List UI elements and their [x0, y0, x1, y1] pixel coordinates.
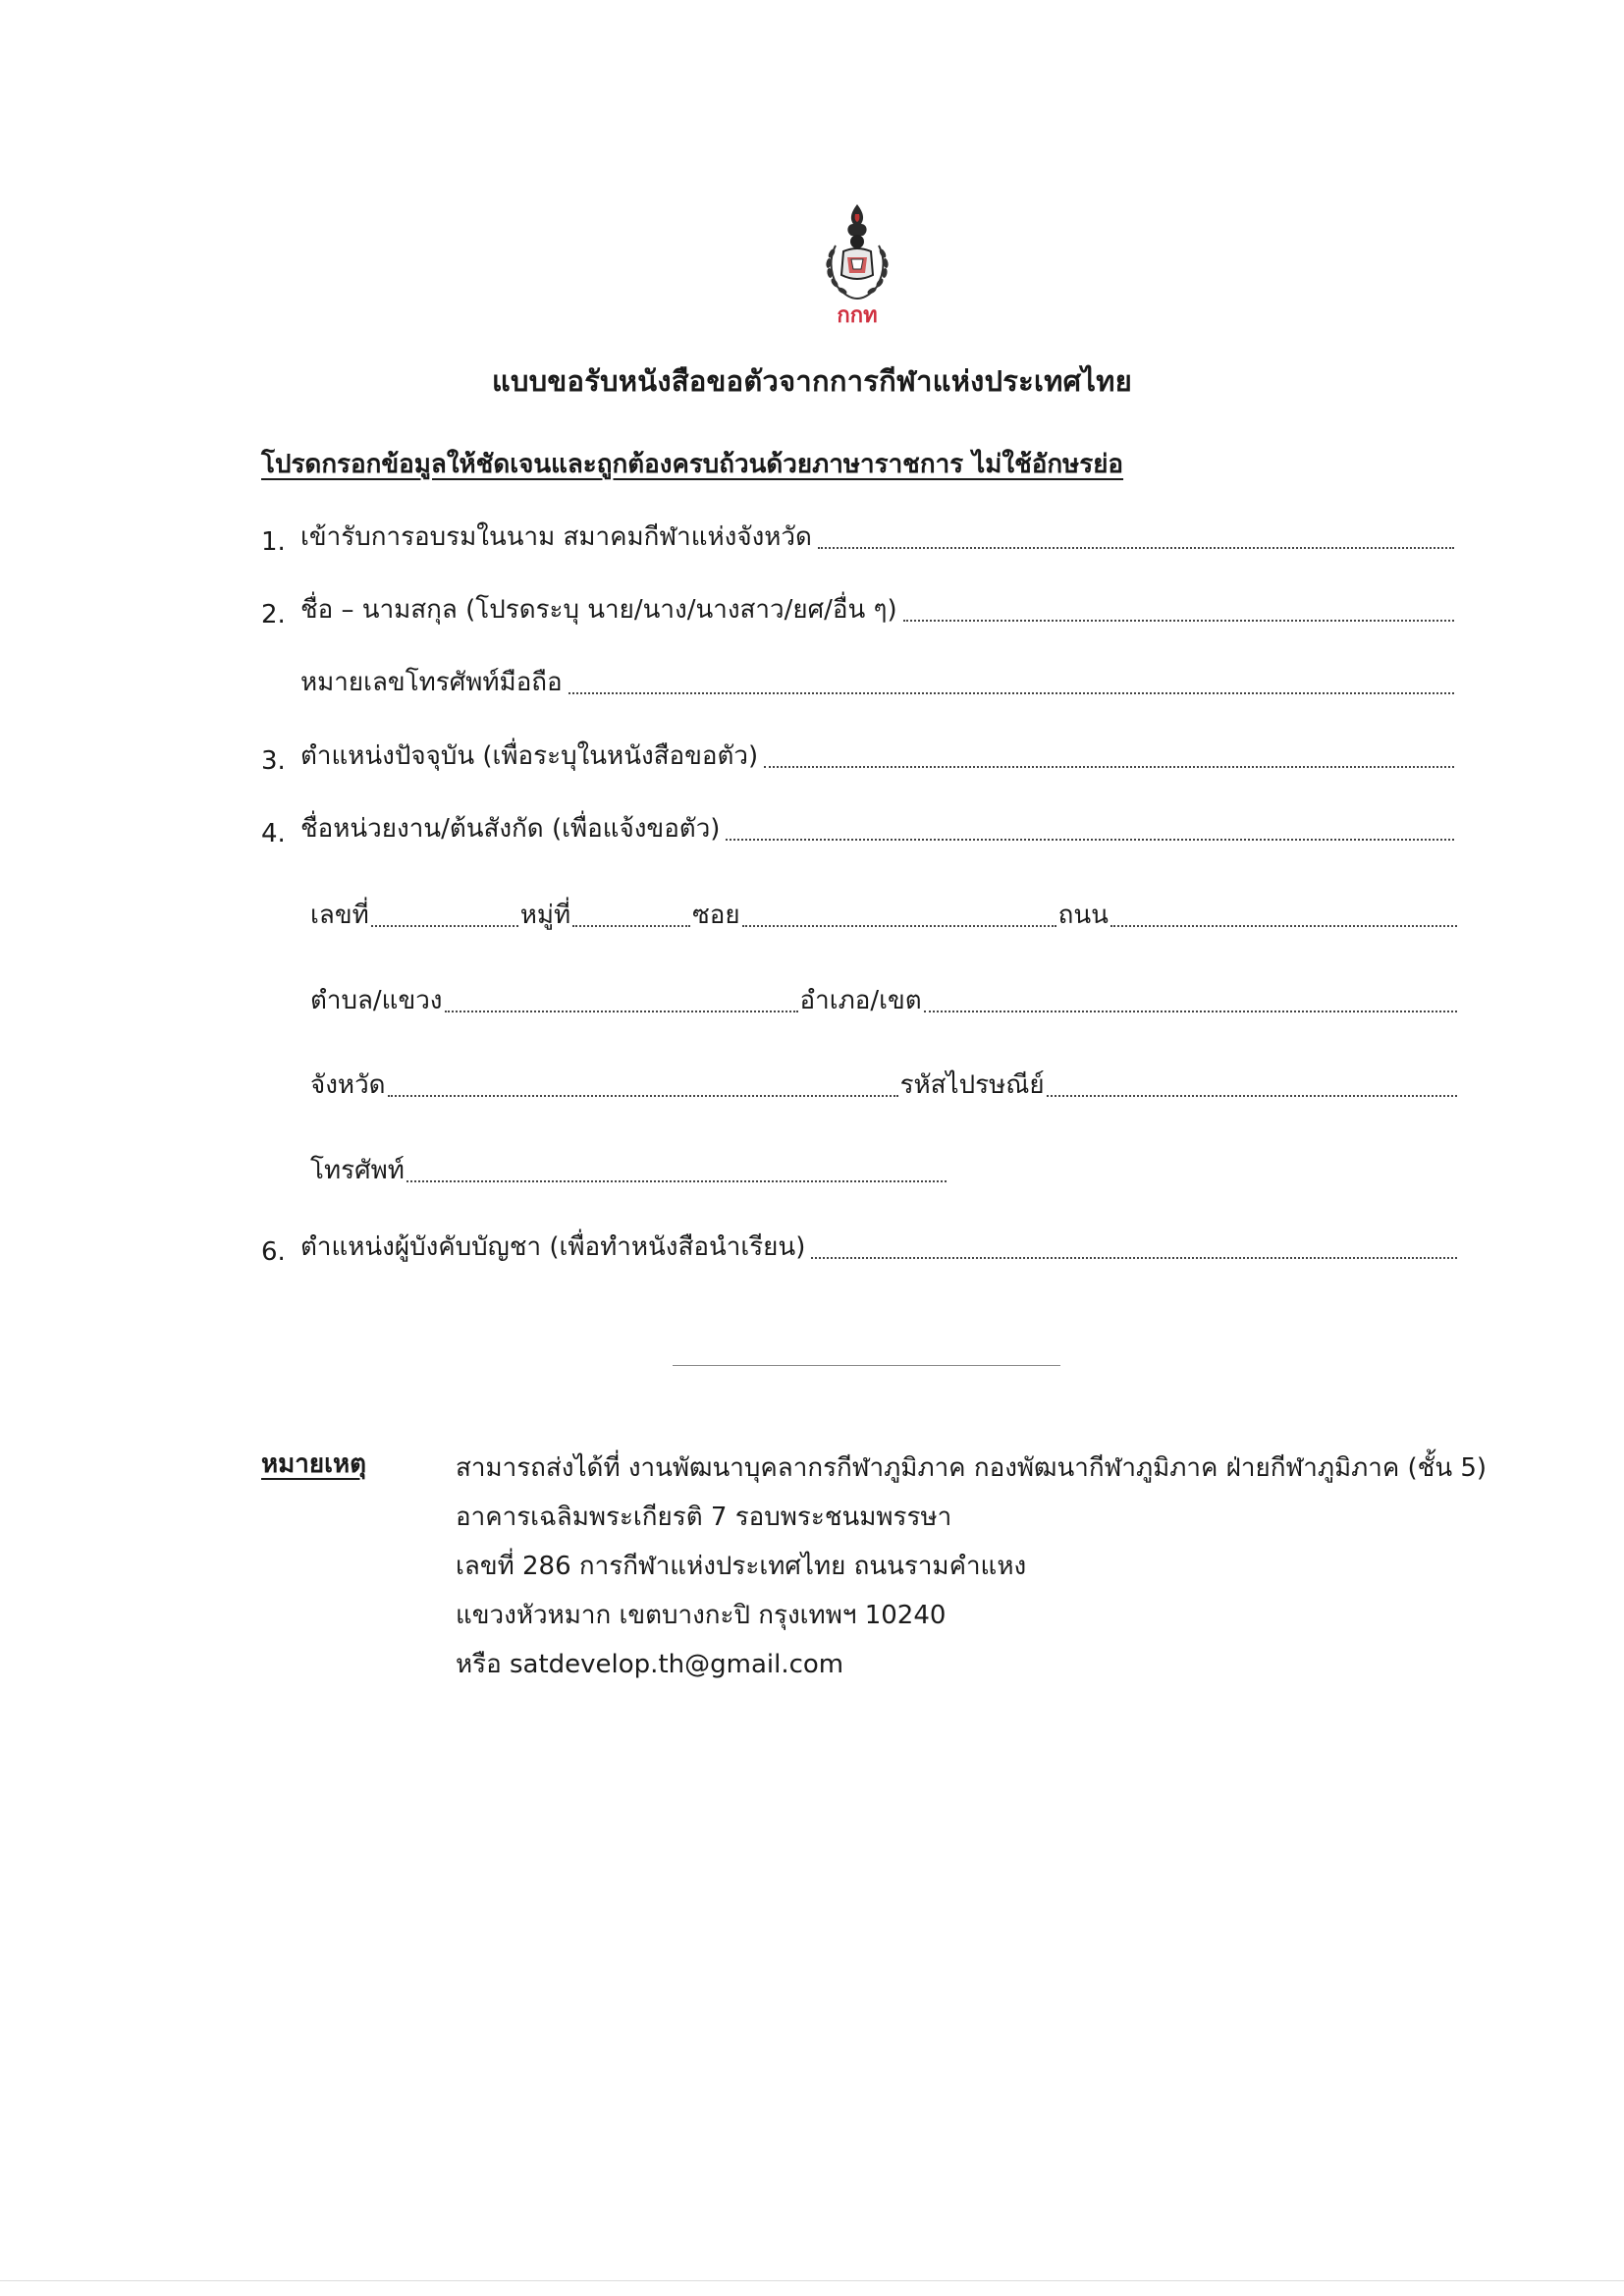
- page-title: แบบขอรับหนังสือขอตัวจากการกีฬาแห่งประเทศไทย: [492, 364, 1132, 398]
- postcode-field[interactable]: [1047, 1094, 1457, 1097]
- note-address-block: [456, 1444, 1487, 1689]
- house-no-label: เลขที่: [310, 901, 369, 930]
- item-number: 3.: [261, 746, 286, 776]
- note-email-line[interactable]: หรือ satdevelop.th@gmail.com: [456, 1650, 844, 1679]
- item-number: 2.: [261, 600, 286, 629]
- phone-label: โทรศัพท์: [310, 1156, 405, 1185]
- province-field[interactable]: [388, 1094, 898, 1097]
- postcode-label: รหัสไปรษณีย์: [899, 1070, 1045, 1100]
- instruction-text: โปรดกรอกข้อมูลให้ชัดเจนและถูกต้องครบถ้วนด้วยภาษาราชการ ไม่ใช้อักษรย่อ: [261, 450, 1124, 479]
- position-label: ตำแหน่งปัจจุบัน (เพื่อระบุในหนังสือขอตัว): [300, 741, 759, 771]
- province-label: จังหวัด: [310, 1070, 386, 1100]
- organization-label: ชื่อหน่วยงาน/ต้นสังกัด (เพื่อแจ้งขอตัว): [300, 814, 721, 844]
- field-row-fullname: [261, 590, 1454, 629]
- note-line: อาคารเฉลิมพระเกียรติ 7 รอบพระชนมพรรษา: [456, 1503, 952, 1532]
- note-label: หมายเหตุ: [261, 1449, 367, 1479]
- supervisor-label: ตำแหน่งผู้บังคับบัญชา (เพื่อทำหนังสือนำเรียน): [300, 1232, 806, 1262]
- note-line: สามารถส่งได้ที่ งานพัฒนาบุคลากรกีฬาภูมิภาค กองพัฒนากีฬาภูมิภาค ฝ่ายกีฬาภูมิภาค (ชั้น 5): [456, 1453, 1488, 1483]
- moo-field[interactable]: [572, 924, 690, 927]
- field-row-association: [261, 518, 1454, 557]
- note-line: แขวงหัวหมาก เขตบางกะปิ กรุงเทพฯ 10240: [456, 1601, 947, 1630]
- item-number: 1.: [261, 527, 286, 557]
- house-no-field[interactable]: [371, 924, 518, 927]
- phone-field[interactable]: [406, 1179, 947, 1182]
- item-number: 4.: [261, 819, 286, 848]
- address-row-1: [308, 896, 1457, 935]
- field-row-position: [261, 737, 1454, 776]
- district-label: อำเภอ/เขต: [799, 986, 922, 1015]
- mobile-label: หมายเลขโทรศัพท์มือถือ: [300, 668, 563, 697]
- sat-emblem-icon: [808, 196, 906, 334]
- svg-text:กกท: กกท: [837, 303, 878, 328]
- soi-label: ซอย: [692, 901, 740, 930]
- page-edge-divider: [0, 2280, 1624, 2281]
- organization-field[interactable]: [726, 838, 1454, 841]
- field-row-mobile: [300, 663, 1454, 702]
- subdistrict-label: ตำบล/แขวง: [310, 986, 443, 1015]
- item-number: 6.: [261, 1237, 286, 1267]
- divider: [673, 1365, 1060, 1366]
- district-field[interactable]: [924, 1010, 1457, 1012]
- moo-label: หมู่ที่: [519, 901, 571, 930]
- address-row-2: [308, 981, 1457, 1020]
- mobile-field[interactable]: [568, 691, 1454, 694]
- note-line: เลขที่ 286 การกีฬาแห่งประเทศไทย ถนนรามคำแหง: [456, 1552, 1027, 1581]
- road-field[interactable]: [1110, 924, 1457, 927]
- address-row-3: [308, 1066, 1457, 1105]
- association-field[interactable]: [818, 546, 1454, 549]
- field-row-organization: [261, 809, 1454, 848]
- address-row-4: [308, 1151, 947, 1190]
- fullname-field[interactable]: [903, 619, 1454, 622]
- road-label: ถนน: [1057, 901, 1109, 930]
- position-field[interactable]: [764, 765, 1454, 768]
- field-row-supervisor: [261, 1228, 1457, 1267]
- subdistrict-field[interactable]: [445, 1010, 798, 1012]
- fullname-label: ชื่อ – นามสกุล (โปรดระบุ นาย/นาง/นางสาว/ยศ/อื่น ๆ): [300, 595, 897, 625]
- soi-field[interactable]: [742, 924, 1056, 927]
- supervisor-field[interactable]: [811, 1256, 1457, 1259]
- association-label: เข้ารับการอบรมในนาม สมาคมกีฬาแห่งจังหวัด: [300, 522, 812, 552]
